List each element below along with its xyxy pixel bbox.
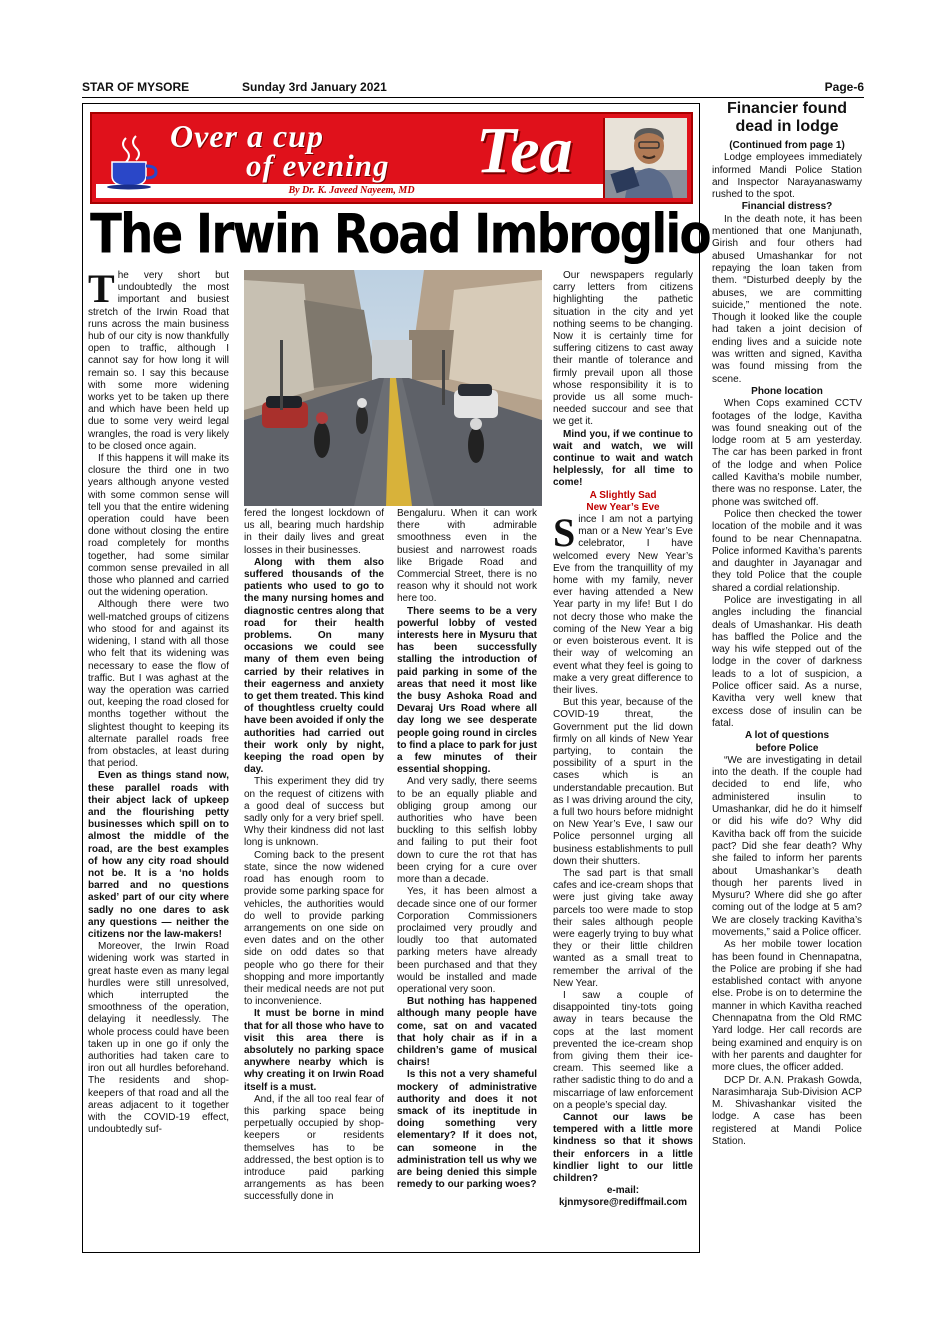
email-label: e-mail: xyxy=(606,1185,640,1197)
continued-note: (Continued from page 1) xyxy=(729,140,845,151)
subhead-line-2: New Year’s Eve xyxy=(586,501,660,513)
banner-line-1: Over a cup xyxy=(170,118,324,154)
paragraph: There seems to be a very powerful lobby of vested interests here in Mysuru that has been successfully stalling the introduction of paid parking in some of the areas that need it most like the busy Ashoka Road and Devaraj Urs Road where all day long we see desperate people going round in circles to find a place to park for just a few minutes of their essential shopping. xyxy=(397,605,538,776)
tea-cup-icon xyxy=(106,134,162,190)
drop-cap: T xyxy=(88,266,115,311)
sidebar-subhead: Financial distress? xyxy=(741,201,833,213)
paragraph: I saw a couple of disappointed tiny-tots going away in tears because the cops at the last moment prevented the ice-cream shop from giving them their ice-cream. This seemed like a rather sadistic thing to do and a miscarriage of law enforcement on a people’s special day. xyxy=(553,989,693,1111)
paragraph: Lodge employees immediately informed Mandi Police Station and Inspector Narayanaswamy rushed to the spot. xyxy=(712,152,862,201)
paragraph: Mind you, if we continue to wait and watch, we will continue to wait and watch helplessly, for all time to come! xyxy=(553,428,693,489)
paragraph: And very sadly, there seems to be an equally pliable and obliging group among our authorities who have been buckling to this selfish lobby and failing to put their foot down to cure the rot that has been crying for a cure over more than a decade. xyxy=(397,776,537,886)
drop-cap: S xyxy=(553,510,576,556)
column-banner xyxy=(90,112,693,204)
paragraph: Moreover, the Irwin Road widening work was started in great haste even as many legal hurdles were still unresolved, which interrupted the smoothness of the operation, delaying it needlessly. The whole process could have been taken up in one go if only the authorities had taken care to iron out all hurdles beforehand. The residents and shop-keepers of that road and all the areas adjacent to it together with the COVID-19 effect, undoubtedly suf- xyxy=(88,941,229,1136)
article-column-4 xyxy=(553,270,693,1210)
masthead xyxy=(82,80,864,94)
author-email[interactable]: kjnmysore@rediffmail.com xyxy=(558,1197,688,1209)
sidebar-subhead: Phone location xyxy=(751,385,823,397)
paragraph: If this happens it will make its closure the third one in two years although anyone vested with some common sense will tell you that the entire widening operation could have been done without closing the entire road completely for months together, had some similar common sense prevailed in all those who planned and carried out the widening operation. xyxy=(88,453,229,599)
paragraph: Is this not a very shameful mockery of administrative authority and does it not smack of its ineptitude in doing something very elementary? If it does not, can someone in the administration tell us why we are being denied this simple remedy to our parking woes? xyxy=(397,1069,537,1191)
paragraph: And, if the all too real fear of this parking space being perpetually occupied by shop-keepers or residents themselves has to be addressed, the best option is to introduce paid parking arrangements as has been successfully done in xyxy=(244,1093,384,1203)
paragraph: It must be borne in mind that for all those who have to visit this area there is absolutely no parking space anywhere nearby which is why creating it on Irwin Road itself is a must. xyxy=(244,1008,384,1093)
paragraph: ince I am not a partying man or a New Year’s Eve celebrator, I have welcomed every New Year’s Eve from the tranquillity of my home with my family, never ever having attended a New Year party in my life! But I do not decry those who make the coming of the New Year a big or even boisterous event. It is their way of welcoming an event what they feel is going to make a very great difference to their lives. xyxy=(553,514,693,696)
article-headline: The Irwin Road Imbroglio xyxy=(90,202,710,267)
paragraph: Cannot our laws be tempered with a little more kindness so that it shows their enforcers in a little kindlier light to our little children? xyxy=(553,1112,693,1185)
paragraph: In the death note, it has been mentioned that one Manjunath, Girish and four others had abused Umashankar for not repaying the loan taken from them. “Disturbed deeply by the abuses, we are committing suicide,” mentioned the note. Though it looked like the couple had taken a joint decision of ending lives and a suicide note was written and signed, Kavitha was found missing from the scene. xyxy=(712,213,862,385)
paper-name: STAR OF MYSORE xyxy=(82,80,190,94)
sidebar-news xyxy=(712,100,862,1148)
paragraph: The sad part is that small cafes and ice-cream shops that were just giving take away parcels too were made to stop their sales although people were eagerly trying to buy what they or their little children wanted as a small treat to remember the arrival of the New Year. xyxy=(553,867,693,989)
author-portrait xyxy=(603,118,687,198)
paragraph: Along with them also suffered thousands of the patients who used to go to the many nursing homes and diagnostic centres along that road for their health problems. On many occasions we could see many of them even being carried by their relatives in their eagerness and anxiety to get them treated. This kind of thoughtless cruelty could have been avoided if only the authorities had carried out their work only by night, keeping the road open by day. xyxy=(244,556,384,776)
paragraph: Our newspapers regularly carry letters from citizens highlighting the pathetic situation in the city and yet nothing seems to be changing. Now it is certainly time for suffering citizens to cast away their mantle of tolerance and firmly prevail upon all those whose responsibility it is to provide us all some much-needed succour and see that we get it. xyxy=(553,270,693,428)
paragraph: Bengaluru. When it can work there with admirable smoothness even in the busiest and narrowest roads like Brigade Road and Commercial Street, there is no reason why it should not work here too. xyxy=(397,508,537,605)
paragraph: “We are investigating in detail into the death. If the couple had decided to end life, who administered insulin to Umashankar, did he do it himself or did his wife do? Why did Kavitha back off from the suicide pact? Did she fear death? Why she failed to inform her parents about Umashankar’s death though her parents lived in Mysuru? Where did she go after coming out of the lodge at 5 am? We are closely tracking Kavitha’s movements,” said a Police officer. xyxy=(712,754,862,938)
paragraph: Even as things stand now, these parallel roads with their abject lack of upkeep and the flourishing petty businesses which spill on to almost the middle of the road, are the best examples of how any city road should not be. It is a ‘no holds barred and no questions asked’ part of our city where sadly no one dares to ask any questions — neither the citizens nor the law-makers! xyxy=(88,770,229,940)
paragraph: DCP Dr. A.N. Prakash Gowda, Narasimharaja Sub-Division ACP M. Shivashankar visited the lodge. A case has been registered at Mandi Police Station. xyxy=(712,1074,862,1148)
paragraph: Coming back to the present state, since the now widened road has enough room to provide some parking space for vehicles, the authorities would do well to provide parking arrangements on one side on even dates and on the other side on odd dates so that people who go there for their shopping and more importantly their medical needs are not put to inconvenience. xyxy=(244,849,384,1008)
page-number: Page-6 xyxy=(824,80,864,94)
article-column-3 xyxy=(397,508,537,1191)
article-column-1 xyxy=(88,266,229,1136)
paragraph: Yes, it has been almost a decade since one of our former Corporation Commissioners proclaimed very proudly and loudly too that automated parking meters have already been purchased and that they would be installed and made operational very soon. xyxy=(397,886,537,995)
paragraph: But this year, because of the COVID-19 threat, the Government put the lid down firmly on all kinds of New Year partying, to contain the possibility of a spurt in the cases which is an understandable precaution. But as I was driving around the city, a full two hours before midnight on New Year’s Eve, I saw our Police personnel urging all business establishments to pull down their shutters. xyxy=(553,697,693,867)
paragraph: Although there were two well-matched groups of citizens who stood for and against its widening, I stand with all those who felt that its widening was necessary to ease the flow of traffic. But I was aghast at the way the operation was carried out, keeping the road closed for months together without the slightest thought to keeping its alternate parallel roads free from obstacles, at least during that period. xyxy=(88,599,229,770)
paragraph: When Cops examined CCTV footages of the lodge, Kavitha was found sneaking out of the lodge room at 5 am yesterday. The car has been parked in front of the lodge and when Police called Kavitha’s mobile number, there was no response. Later, the phone was switched off. xyxy=(712,398,862,508)
sidebar-body xyxy=(712,140,862,1148)
masthead-rule xyxy=(82,97,864,98)
sidebar-subhead: before Police xyxy=(755,742,819,754)
paragraph: he very short but undoubtedly the most important and busiest stretch of the Irwin Road that runs across the main business hub of our city is now thankfully open to traffic, although I cannot say for how long it will remain so. I say this because with some more widening works yet to be taken up there and which have been held up due to some very weird legal wrangles, the road is very likely to be closed once again. xyxy=(88,270,229,452)
street-photo xyxy=(244,270,542,506)
byline: By Dr. K. Javeed Nayeem, MD xyxy=(288,185,415,196)
paragraph: Police are investigating in all angles including the financial deals of Umashankar. His death has baffled the Police and the way his wife stepped out of the lodge in the cover of darkness leads to a lot of suspicion, a Police officer said. As a nurse, Kavitha very well knew that excess dose of insulin can be fatal. xyxy=(712,594,862,729)
article-column-2 xyxy=(244,508,384,1204)
paragraph: fered the longest lockdown of us all, bearing much hardship in their daily lives and great losses in their businesses. xyxy=(244,508,384,556)
paragraph: Police then checked the tower location of the mobile and it was found to be near Chennapatna. Police informed Kavitha’s parents and daughter in Jayanagar and they told Police that the couple shared a cordial relationship. xyxy=(712,508,862,594)
sidebar-headline: Financier found dead in lodge xyxy=(727,100,847,135)
paragraph: This experiment they did try on the request of citizens with a good deal of success but sadly only for a very brief spell. Why their kindness did not last long is unknown. xyxy=(244,776,384,849)
banner-line-2: of evening xyxy=(246,148,390,183)
banner-tea: Tea xyxy=(476,114,573,187)
paragraph: As her mobile tower location has been found in Chennapatna, the Police are probing if she had established contact with anyone else. Probe is on to determine the manner in which Kavitha reached Chennapatna from the Old RMC Yard lodge. Her call records are being examined and enquiry is on with her parents and daughter for more clues, the officer added. xyxy=(712,939,862,1074)
issue-date: Sunday 3rd January 2021 xyxy=(242,80,387,94)
subhead-line-1: A Slightly Sad xyxy=(589,489,657,501)
sidebar-subhead: A lot of questions xyxy=(744,730,830,742)
paragraph: But nothing has happened although many people have come, sat on and vacated that holy chair as if in a children’s game of musical chairs! xyxy=(397,996,537,1069)
